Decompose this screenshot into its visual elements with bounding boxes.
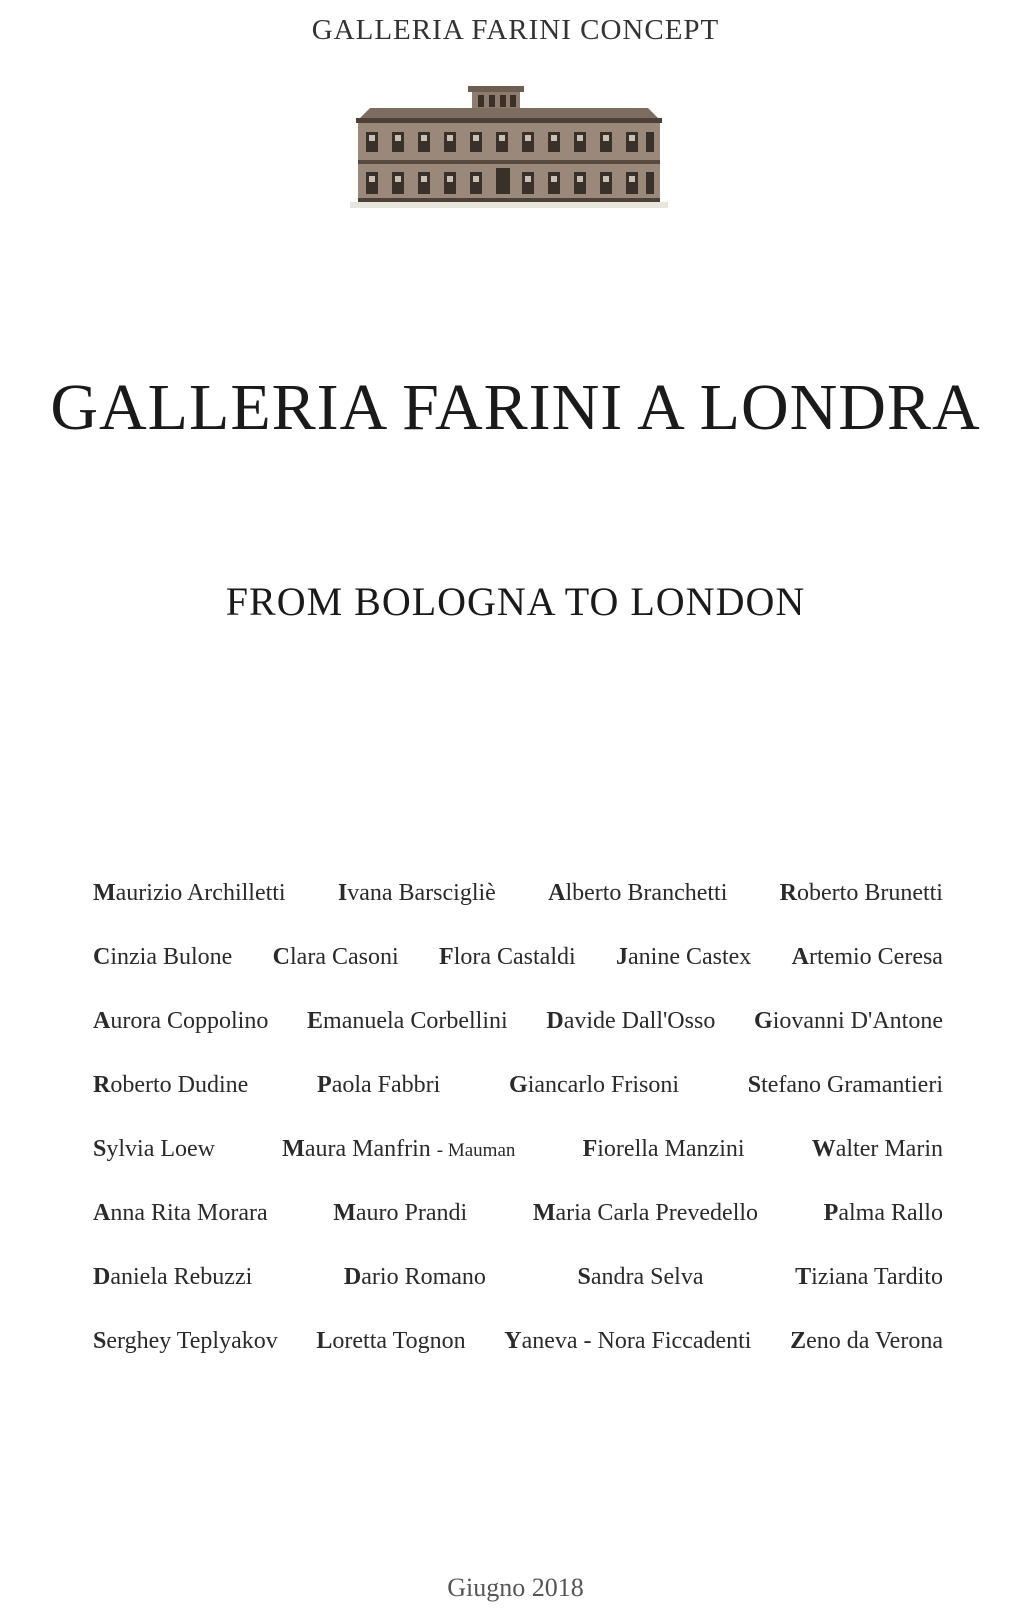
artist-name: Ivana Barscigliè bbox=[337, 880, 496, 906]
palazzo-illustration bbox=[350, 82, 678, 217]
artist-name: Maura Manfrin bbox=[282, 1136, 431, 1162]
artist-name: Serghey Teplyakov bbox=[93, 1328, 278, 1354]
artist-name: Maurizio Archilletti bbox=[93, 880, 286, 906]
artist-name: Tiziana Tardito bbox=[795, 1264, 943, 1290]
artist-row bbox=[93, 944, 943, 1008]
artist-row bbox=[93, 880, 943, 944]
artist-row bbox=[93, 1328, 943, 1392]
artist-with-alias bbox=[282, 1136, 515, 1163]
artist-name: Roberto Dudine bbox=[93, 1072, 249, 1098]
artist-name: Davide Dall'Osso bbox=[546, 1008, 716, 1034]
publication-date: Giugno 2018 bbox=[447, 1573, 584, 1602]
artist-name: Clara Casoni bbox=[272, 944, 399, 970]
artist-name: Giovanni D'Antone bbox=[754, 1008, 943, 1034]
artist-name: Walter Marin bbox=[811, 1136, 943, 1162]
artist-name: Alberto Branchetti bbox=[548, 880, 728, 906]
gallery-name: GALLERIA FARINI CONCEPT bbox=[311, 14, 720, 46]
artist-name: Giancarlo Frisoni bbox=[509, 1072, 680, 1098]
artist-name: Paola Fabbri bbox=[317, 1072, 441, 1098]
artist-name: Stefano Gramantieri bbox=[747, 1072, 943, 1098]
artist-name: Zeno da Verona bbox=[790, 1328, 943, 1354]
artist-name: Roberto Brunetti bbox=[779, 880, 943, 906]
artist-alias: - Mauman bbox=[436, 1140, 516, 1161]
artist-name: Loretta Tognon bbox=[316, 1328, 466, 1354]
artist-name: Emanuela Corbellini bbox=[307, 1008, 508, 1034]
artist-name: Cinzia Bulone bbox=[93, 944, 233, 970]
artist-row bbox=[93, 1136, 943, 1200]
subtitle: FROM BOLOGNA TO LONDON bbox=[225, 579, 806, 624]
main-title: GALLERIA FARINI A LONDRA bbox=[50, 371, 981, 444]
artist-row bbox=[93, 1264, 943, 1328]
artist-name: Daniela Rebuzzi bbox=[93, 1264, 253, 1290]
artist-name: Mauro Prandi bbox=[333, 1200, 468, 1226]
artist-name: Dario Romano bbox=[343, 1264, 486, 1290]
artist-name: Anna Rita Morara bbox=[93, 1200, 268, 1226]
artist-name: Maria Carla Prevedello bbox=[532, 1200, 759, 1226]
artist-name: Palma Rallo bbox=[823, 1200, 943, 1226]
artist-row bbox=[93, 1008, 943, 1072]
artist-name: Yaneva - Nora Ficcadenti bbox=[504, 1328, 752, 1354]
artist-list bbox=[93, 880, 943, 1392]
artist-name: Flora Castaldi bbox=[439, 944, 576, 970]
artist-name: Fiorella Manzini bbox=[582, 1136, 745, 1162]
artist-row bbox=[93, 1072, 943, 1136]
artist-name: Janine Castex bbox=[616, 944, 752, 970]
artist-row bbox=[93, 1200, 943, 1264]
artist-name: Aurora Coppolino bbox=[93, 1008, 269, 1034]
artist-name: Artemio Ceresa bbox=[791, 944, 943, 970]
artist-name: Sylvia Loew bbox=[93, 1136, 215, 1162]
artist-name: Sandra Selva bbox=[577, 1264, 704, 1290]
